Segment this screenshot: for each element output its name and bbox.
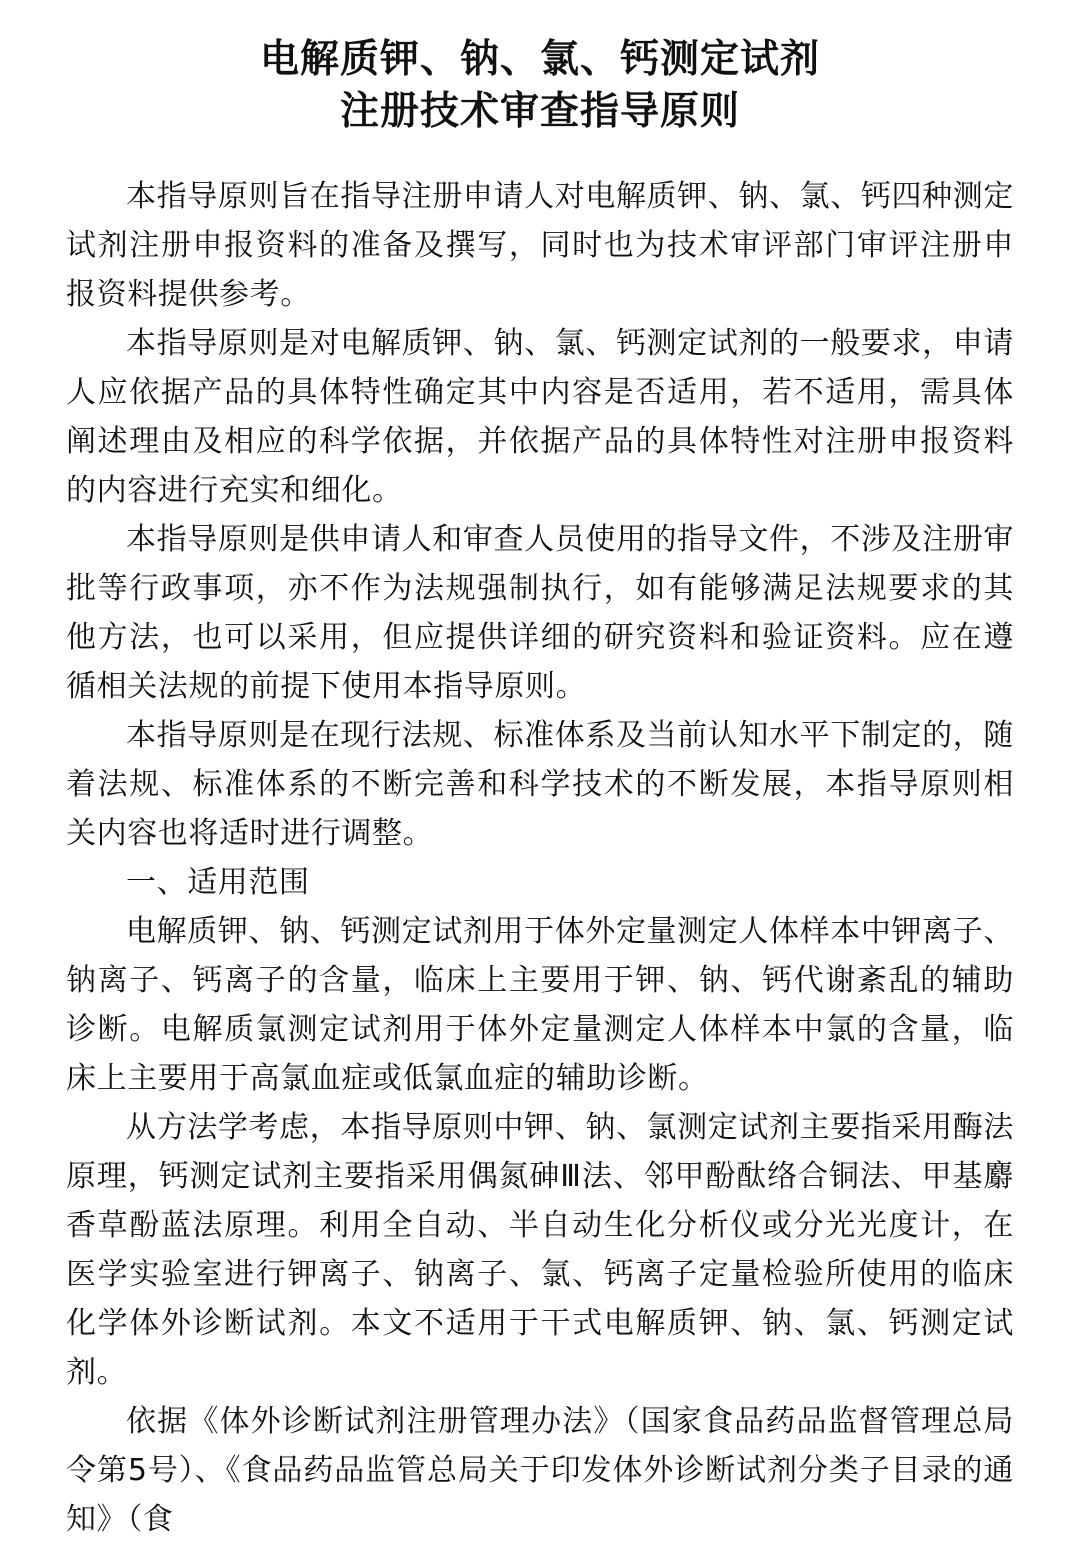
paragraph-guidance-nature: 本指导原则是供申请人和审查人员使用的指导文件，不涉及注册审批等行政事项，亦不作为法规强制执行，如有能够满足法规要求的其他方法，也可以采用，但应提供详细的研究资料和验证资料。应在遵循相关法规的前提下使用本指导原则。 xyxy=(66,522,1014,704)
paragraph-legal-basis: 依据《体外诊断试剂注册管理办法》（国家食品药品监督管理总局令第5号）、《食品药品监管总局关于印发体外诊断试剂分类子目录的通知》（食 xyxy=(66,1404,1014,1537)
paragraph-methodology: 从方法学考虑，本指导原则中钾、钠、氯测定试剂主要指采用酶法原理，钙测定试剂主要指采用偶氮砷Ⅲ法、邻甲酚酞络合铜法、甲基麝香草酚蓝法原理。利用全自动、半自动生化分析仪或分光光度计，在医学实验室进行钾离子、钠离子、氯、钙离子定量检验所使用的临床化学体外诊断试剂。本文不适用于干式电解质钾、钠、氯、钙测定试剂。 xyxy=(66,1110,1014,1390)
paragraph-general-requirements: 本指导原则是对电解质钾、钠、氯、钙测定试剂的一般要求，申请人应依据产品的具体特性确定其中内容是否适用，若不适用，需具体阐述理由及相应的科学依据，并依据产品的具体特性对注册申报资料的内容进行充实和细化。 xyxy=(66,326,1014,508)
section-heading-scope: 一、适用范围 xyxy=(126,865,310,900)
paragraph-scope-usage: 电解质钾、钠、钙测定试剂用于体外定量测定人体样本中钾离子、钠离子、钙离子的含量，临床上主要用于钾、钠、钙代谢紊乱的辅助诊断。电解质氯测定试剂用于体外定量测定人体样本中氯的含量，临床上主要用于高氯血症或低氯血症的辅助诊断。 xyxy=(66,914,1014,1096)
paragraph-adjustment: 本指导原则是在现行法规、标准体系及当前认知水平下制定的，随着法规、标准体系的不断完善和科学技术的不断发展，本指导原则相关内容也将适时进行调整。 xyxy=(66,718,1014,851)
document-title-line-1: 电解质钾、钠、氯、钙测定试剂 xyxy=(259,37,820,82)
document-title-line-2: 注册技术审查指导原则 xyxy=(339,89,740,134)
paragraph-purpose: 本指导原则旨在指导注册申请人对电解质钾、钠、氯、钙四种测定试剂注册申报资料的准备及撰写，同时也为技术审评部门审评注册申报资料提供参考。 xyxy=(66,179,1014,312)
title-block xyxy=(66,34,1014,138)
document-body xyxy=(66,172,1014,1544)
